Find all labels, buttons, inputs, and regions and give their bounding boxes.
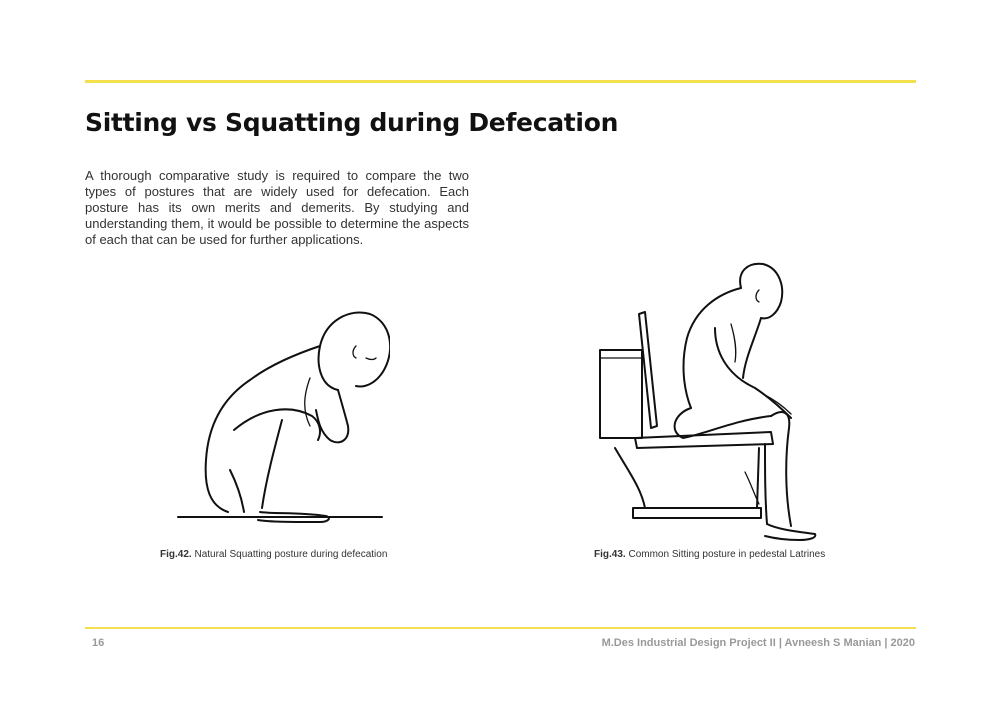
squatting-illustration (170, 300, 390, 530)
footer-credit: M.Des Industrial Design Project II | Avneesh S Manian | 2020 (601, 637, 915, 649)
figure-caption-42 (160, 549, 387, 560)
page-number: 16 (92, 637, 105, 649)
figure-caption-text-42: Natural Squatting posture during defecation (194, 549, 388, 560)
intro-paragraph: A thorough comparative study is required to compare the two types of postures that are widely used for defecation. Each posture has its own merits and demerits. By studying and understanding them, it would be possible to determine the aspects of each that can be used for further applications. (85, 168, 469, 247)
page-title: Sitting vs Squatting during Defecation (85, 108, 619, 137)
figure-number-42: Fig.42. (160, 549, 192, 560)
bottom-accent-rule (85, 627, 916, 629)
top-accent-rule (85, 80, 916, 83)
figure-caption-text-43: Common Sitting posture in pedestal Latrines (628, 549, 826, 560)
sitting-illustration (595, 258, 825, 543)
figure-number-43: Fig.43. (594, 549, 626, 560)
figure-caption-43 (594, 549, 825, 560)
